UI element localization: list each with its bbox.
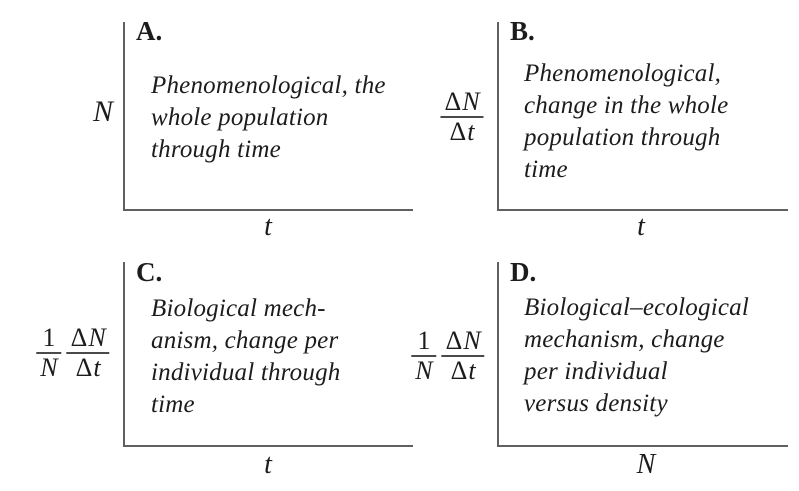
description-line: Phenomenological,	[524, 60, 722, 87]
panel-letter-d: D.	[510, 257, 537, 287]
y-axis-label-d	[411, 327, 484, 385]
x-axis-label-d: N	[636, 449, 656, 480]
fraction-1-over-N	[36, 324, 61, 382]
fraction-denominator: N	[36, 352, 61, 382]
fraction-dN-dt	[440, 88, 483, 146]
panel-description-b	[524, 58, 728, 186]
description-line: individual through	[151, 359, 341, 386]
fraction-numerator	[442, 327, 485, 355]
delta-symbol: Δ	[75, 353, 93, 382]
variable-t: t	[468, 356, 476, 385]
delta-symbol: Δ	[70, 323, 88, 352]
fraction-numerator: 1	[42, 323, 56, 352]
description-line: mechanism, change	[524, 326, 725, 353]
description-line: population through	[524, 124, 721, 151]
y-axis-label-c	[36, 324, 109, 382]
fraction-numerator	[67, 324, 110, 352]
fraction-numerator: 1	[417, 326, 431, 355]
description-line: Phenomenological, the	[151, 72, 386, 99]
variable-t: t	[93, 353, 101, 382]
description-line: through time	[151, 136, 281, 163]
variable-N: N	[88, 323, 106, 352]
x-axis-label-b: t	[637, 211, 645, 242]
description-line: anism, change per	[151, 327, 339, 354]
panel-letter-b: B.	[510, 16, 535, 46]
description-line: whole population	[151, 104, 329, 131]
delta-symbol: Δ	[449, 117, 467, 146]
variable-N: N	[463, 326, 481, 355]
fraction-numerator	[440, 88, 483, 116]
y-axis-label-a: N	[92, 95, 114, 128]
description-line: per individual	[524, 358, 668, 385]
fraction-dN-dt	[442, 327, 485, 385]
fraction-denominator	[442, 355, 485, 385]
panel-letter-a: A.	[136, 16, 163, 46]
description-line: Biological–ecological	[524, 294, 749, 321]
delta-symbol: Δ	[450, 356, 468, 385]
fraction-denominator	[440, 116, 483, 146]
variable-t: t	[467, 117, 475, 146]
description-line: time	[524, 156, 568, 183]
panel-letter-c: C.	[136, 257, 163, 287]
x-axis-label-a: t	[264, 211, 272, 242]
x-axis-label-c: t	[264, 449, 272, 480]
description-line: change in the whole	[524, 92, 729, 119]
fraction-dN-dt	[67, 324, 110, 382]
fraction-denominator: N	[411, 355, 436, 385]
variable-N: N	[462, 87, 480, 116]
panel-description-c	[151, 293, 340, 421]
panel-description-a	[151, 70, 386, 166]
y-axis-label-b	[440, 88, 483, 146]
description-line: time	[151, 391, 195, 418]
delta-symbol: Δ	[445, 326, 463, 355]
description-line: Biological mech-	[151, 295, 326, 322]
fraction-1-over-N	[411, 327, 436, 385]
panel-description-d	[524, 292, 749, 420]
fraction-denominator	[67, 352, 110, 382]
delta-symbol: Δ	[444, 87, 462, 116]
description-line: versus density	[524, 390, 668, 417]
